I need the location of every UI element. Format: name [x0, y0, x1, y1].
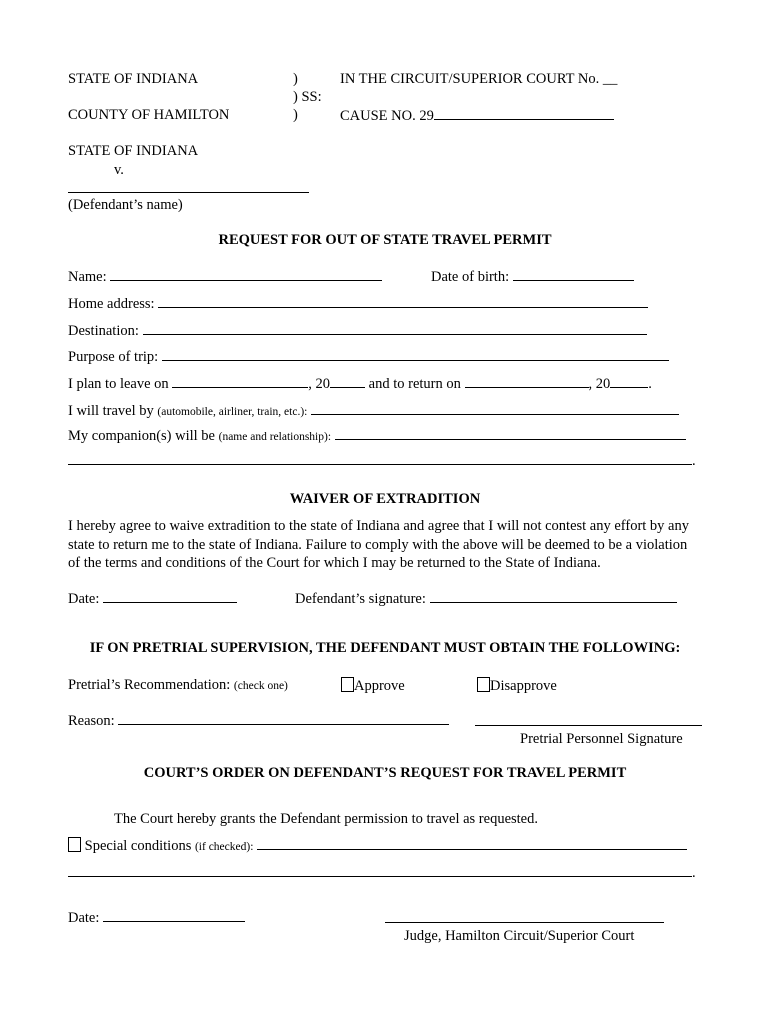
cause-number-field[interactable]: [434, 107, 614, 120]
return-date-field[interactable]: [465, 375, 589, 388]
recommendation-hint: (check one): [233, 680, 288, 692]
caption-court: IN THE CIRCUIT/SUPERIOR COURT No. __: [340, 71, 618, 87]
recommendation-label: Pretrial’s Recommendation:: [68, 677, 231, 693]
leave-date-field[interactable]: [172, 375, 308, 388]
special-conditions-row: [68, 837, 687, 855]
approve-option[interactable]: [341, 677, 405, 695]
destination-row: [68, 322, 647, 340]
special-conditions-label: Special conditions: [84, 838, 192, 854]
name-row: [68, 268, 382, 286]
destination-label: Destination:: [68, 323, 139, 339]
return-label: and to return on: [368, 376, 461, 392]
order-title: COURT’S ORDER ON DEFENDANT’S REQUEST FOR TRAVEL PERMIT: [143, 765, 627, 781]
waiver-signature-row: [295, 590, 677, 608]
companion-field-line2[interactable]: [68, 452, 692, 465]
judge-signature-field[interactable]: [385, 922, 664, 923]
caption-plaintiff: STATE OF INDIANA: [68, 143, 199, 159]
reason-field[interactable]: [118, 712, 449, 725]
reason-label: Reason:: [68, 713, 115, 729]
companion-hint: (name and relationship):: [218, 431, 332, 443]
caption-paren: ): [293, 71, 298, 87]
dob-label: Date of birth:: [431, 269, 510, 285]
dob-field[interactable]: [513, 268, 634, 281]
purpose-row: [68, 348, 669, 366]
defendant-name-label: (Defendant’s name): [68, 197, 183, 213]
waiver-date-field[interactable]: [103, 590, 237, 603]
companion-field[interactable]: [335, 427, 686, 440]
companion-label: My companion(s) will be: [68, 428, 215, 444]
caption-cause: [340, 107, 614, 125]
order-date-label: Date:: [68, 910, 100, 926]
reason-row: [68, 712, 449, 730]
travel-row: [68, 402, 679, 420]
grant-text: The Court hereby grants the Defendant permission to travel as requested.: [114, 811, 538, 827]
name-field[interactable]: [110, 268, 382, 281]
approve-label: Approve: [354, 678, 405, 694]
name-label: Name:: [68, 269, 107, 285]
address-row: [68, 295, 648, 313]
travel-label: I will travel by: [68, 403, 154, 419]
request-title: REQUEST FOR OUT OF STATE TRAVEL PERMIT: [218, 232, 552, 248]
defendant-name-field[interactable]: [68, 192, 309, 193]
caption-county: COUNTY OF HAMILTON: [68, 107, 230, 123]
dates-row: [68, 375, 652, 393]
waiver-title: WAIVER OF EXTRADITION: [289, 491, 481, 507]
year-prefix: , 20: [588, 376, 611, 392]
caption-versus: v.: [114, 162, 124, 178]
waiver-date-row: [68, 590, 237, 608]
disapprove-label: Disapprove: [490, 678, 557, 694]
travel-mode-field[interactable]: [311, 402, 679, 415]
waiver-date-label: Date:: [68, 591, 100, 607]
caption-ss: ) SS:: [293, 89, 322, 105]
special-conditions-hint: (if checked):: [194, 841, 254, 853]
cause-label: CAUSE NO. 29: [340, 108, 434, 124]
disapprove-option[interactable]: [477, 677, 557, 695]
purpose-field[interactable]: [162, 348, 669, 361]
caption-state: STATE OF INDIANA: [68, 71, 199, 87]
destination-field[interactable]: [143, 322, 647, 335]
recommendation-row: [68, 677, 288, 694]
travel-hint: (automobile, airliner, train, etc.):: [157, 406, 308, 418]
order-date-field[interactable]: [103, 909, 245, 922]
return-year-field[interactable]: [610, 375, 648, 388]
companion-continued-row: [68, 452, 696, 470]
defendant-signature-field[interactable]: [430, 590, 677, 603]
companion-row: [68, 427, 686, 445]
disapprove-checkbox[interactable]: [477, 677, 490, 692]
special-conditions-checkbox[interactable]: [68, 837, 81, 852]
pretrial-signature-caption: Pretrial Personnel Signature: [520, 731, 683, 747]
defendant-signature-label: Defendant’s signature:: [295, 591, 426, 607]
order-date-row: [68, 909, 245, 927]
caption-paren: ): [293, 107, 298, 123]
end-period: .: [648, 376, 652, 392]
address-label: Home address:: [68, 296, 155, 312]
trailing-period: .: [692, 453, 696, 469]
leave-year-field[interactable]: [330, 375, 365, 388]
year-prefix: , 20: [308, 376, 331, 392]
pretrial-title: IF ON PRETRIAL SUPERVISION, THE DEFENDANT MUST OBTAIN THE FOLLOWING:: [89, 640, 681, 656]
trailing-period: .: [692, 865, 696, 881]
special-conditions-continued-row: [68, 864, 696, 882]
approve-checkbox[interactable]: [341, 677, 354, 692]
purpose-label: Purpose of trip:: [68, 349, 159, 365]
pretrial-signature-field[interactable]: [475, 725, 702, 726]
special-conditions-field-line2[interactable]: [68, 864, 692, 877]
waiver-body: I hereby agree to waive extradition to the state of Indiana and agree that I will not contest any effort by any state to return me to the state of Indiana. Failure to comply with the above will be deemed to be a violation of the terms and conditions of the Court for which I may be returned to the State of Indiana.: [68, 518, 689, 571]
judge-caption: Judge, Hamilton Circuit/Superior Court: [404, 928, 635, 944]
dob-row: [431, 268, 634, 286]
special-conditions-field[interactable]: [257, 837, 687, 850]
leave-label: I plan to leave on: [68, 376, 169, 392]
address-field[interactable]: [158, 295, 648, 308]
